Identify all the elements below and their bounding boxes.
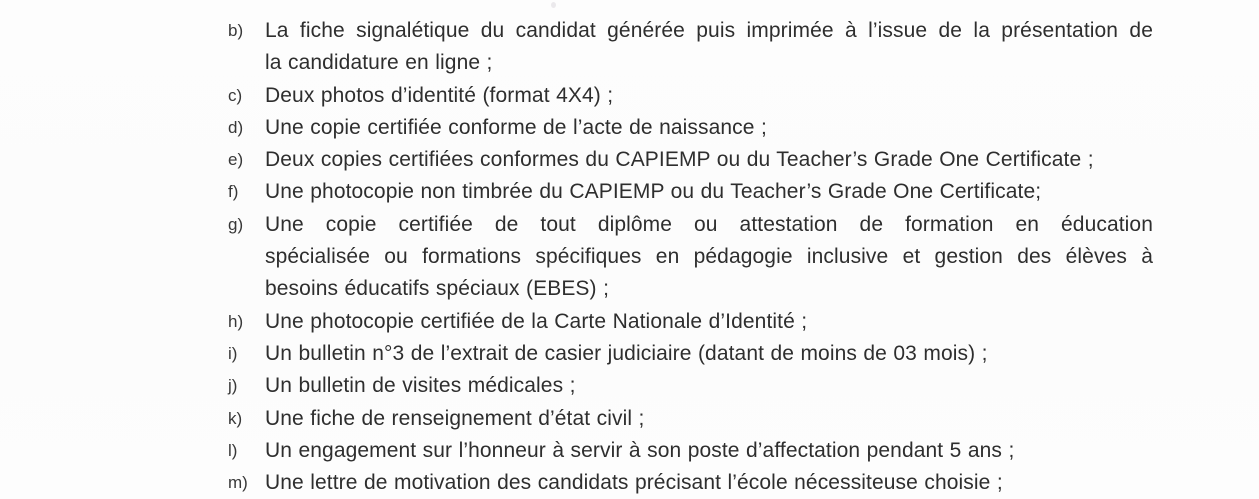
list-item — [228, 338, 1153, 370]
text-line: Une lettre de motivation des candidats précisant l’école nécessiteuse choisie ; — [265, 471, 1003, 495]
item-text — [265, 306, 1153, 338]
text-line: Une copie certifiée de tout diplôme ou attestation de formation en éducation — [265, 212, 1153, 236]
item-label: k) — [228, 408, 243, 428]
list-item — [228, 435, 1153, 467]
item-text — [265, 144, 1153, 176]
list-item — [228, 370, 1153, 402]
list-item — [228, 403, 1153, 435]
text-line: La fiche signalétique du candidat générée puis imprimée à l’issue de la présentation de — [265, 19, 1153, 42]
list-item — [228, 306, 1153, 338]
list-item — [228, 80, 1153, 112]
item-label: f) — [228, 182, 239, 202]
item-label: h) — [228, 311, 244, 331]
list-item — [228, 176, 1153, 208]
text-line: Deux photos d’identité (format 4X4) ; — [265, 83, 614, 107]
item-text — [265, 209, 1153, 306]
item-label: l) — [228, 440, 238, 460]
text-line: besoins éducatifs spéciaux (EBES) ; — [265, 277, 610, 301]
item-text — [265, 370, 1153, 402]
text-line: Un bulletin de visites médicales ; — [265, 374, 576, 398]
item-text — [265, 403, 1153, 435]
text-line: Un bulletin n°3 de l’extrait de casier judiciaire (datant de moins de 03 mois) ; — [265, 341, 988, 365]
text-line: Une fiche de renseignement d’état civil ; — [265, 406, 645, 430]
item-text — [265, 15, 1153, 80]
text-line: Un engagement sur l’honneur à servir à son poste d’affectation pendant 5 ans ; — [265, 438, 1015, 462]
list-item — [228, 15, 1153, 80]
item-label: m) — [228, 473, 248, 493]
item-label: g) — [228, 214, 244, 234]
item-text — [265, 435, 1153, 467]
text-line: la candidature en ligne ; — [265, 51, 493, 75]
text-line: Une photocopie non timbrée du CAPIEMP ou du Teacher’s Grade One Certificate; — [265, 180, 1042, 204]
list-item — [228, 144, 1153, 176]
item-label: b) — [228, 21, 244, 40]
item-text — [265, 80, 1153, 112]
text-line: Une photocopie certifiée de la Carte Nationale d’Identité ; — [265, 309, 808, 333]
document-list — [228, 15, 1153, 499]
item-text — [265, 112, 1153, 144]
text-line: Une copie certifiée conforme de l’acte de naissance ; — [265, 115, 767, 139]
text-line: spécialisée ou formations spécifiques en pédagogie inclusive et gestion des élèves à — [265, 245, 1153, 269]
list-item — [228, 467, 1153, 499]
list-item — [228, 209, 1153, 306]
item-text — [265, 467, 1153, 499]
item-label: e) — [228, 150, 244, 170]
item-label: j) — [228, 376, 238, 396]
item-label: i) — [228, 343, 238, 363]
scan-artifact — [551, 2, 556, 8]
item-text — [265, 176, 1153, 208]
text-line: Deux copies certifiées conformes du CAPIEMP ou du Teacher’s Grade One Certificate ; — [265, 148, 1094, 172]
item-label: d) — [228, 117, 244, 137]
list-item — [228, 112, 1153, 144]
item-label: c) — [228, 85, 243, 105]
item-text — [265, 338, 1153, 370]
